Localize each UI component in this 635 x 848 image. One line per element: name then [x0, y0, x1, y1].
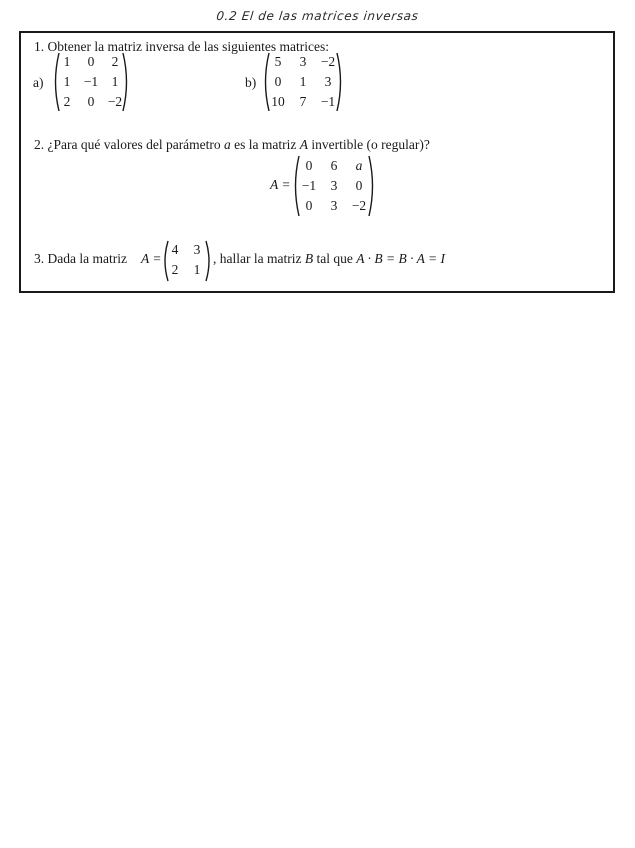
matrix-cell: 1 — [63, 74, 71, 89]
problem-2-text-pre: 2. ¿Para qué valores del parámetro — [34, 137, 221, 152]
matrix-cell: −1 — [320, 94, 336, 109]
problem-3-text-pre: 3. Dada la matriz — [34, 251, 127, 266]
parameter-a: a — [224, 137, 231, 152]
matrix-cell: −2 — [351, 198, 367, 213]
matrix-name-b: B — [304, 251, 314, 266]
matrix-cell: 0 — [87, 94, 95, 109]
problem-1a-label: a) — [33, 75, 44, 90]
matrix-cell: a — [355, 158, 363, 173]
matrix-cell: 2 — [171, 262, 179, 277]
matrix-name-a: A — [299, 137, 309, 152]
matrix-cell: 0 — [87, 54, 95, 69]
matrix-cell: 2 — [111, 54, 119, 69]
matrix-cell: 1 — [299, 74, 307, 89]
matrix-cell: −2 — [107, 94, 123, 109]
matrix-cell: 0 — [305, 198, 313, 213]
matrix-cell: −1 — [83, 74, 99, 89]
matrix-cell: 3 — [193, 242, 201, 257]
matrix-1a — [51, 51, 131, 113]
problem-3-text-post — [213, 251, 445, 267]
matrix-cell: 3 — [330, 178, 338, 193]
matrix-cell: 0 — [274, 74, 282, 89]
problem-3-eq-lhs: A = — [141, 251, 162, 266]
matrix-cell: 2 — [63, 94, 71, 109]
matrix-3 — [161, 239, 213, 283]
matrix-cell: 3 — [330, 198, 338, 213]
matrix-cell: 3 — [299, 54, 307, 69]
matrix-cell: 6 — [330, 158, 338, 173]
handwritten-title: 0.2 El de las matrices inversas — [215, 9, 420, 23]
problem-2-text — [34, 137, 430, 153]
exercise-box — [19, 31, 615, 293]
problem-3-equation: A · B = B · A = I — [356, 251, 445, 266]
matrix-cell: 7 — [299, 94, 307, 109]
problem-1-text: 1. Obtener la matriz inversa de las siguientes matrices: — [34, 39, 330, 54]
matrix-cell: 0 — [355, 178, 363, 193]
matrix-cell: −1 — [301, 178, 317, 193]
problem-2-eq-lhs: A = — [270, 177, 291, 192]
matrix-cell: 0 — [305, 158, 313, 173]
problem-2-text-mid: es la matriz — [234, 137, 297, 152]
problem-3-text-tal: tal que — [316, 251, 353, 266]
problem-3-text-mid: , hallar la matriz — [213, 251, 302, 266]
problem-1b-label: b) — [245, 75, 257, 90]
matrix-cell: 3 — [324, 74, 332, 89]
matrix-1b — [261, 51, 345, 113]
matrix-cell: 1 — [193, 262, 201, 277]
matrix-cell: 4 — [171, 242, 179, 257]
matrix-cell: 5 — [274, 54, 282, 69]
matrix-cell: −2 — [320, 54, 336, 69]
problem-2-text-post: invertible (o regular)? — [311, 137, 430, 152]
matrix-2 — [291, 154, 377, 218]
matrix-cell: 10 — [271, 94, 285, 109]
matrix-cell: 1 — [63, 54, 71, 69]
matrix-cell: 1 — [111, 74, 119, 89]
